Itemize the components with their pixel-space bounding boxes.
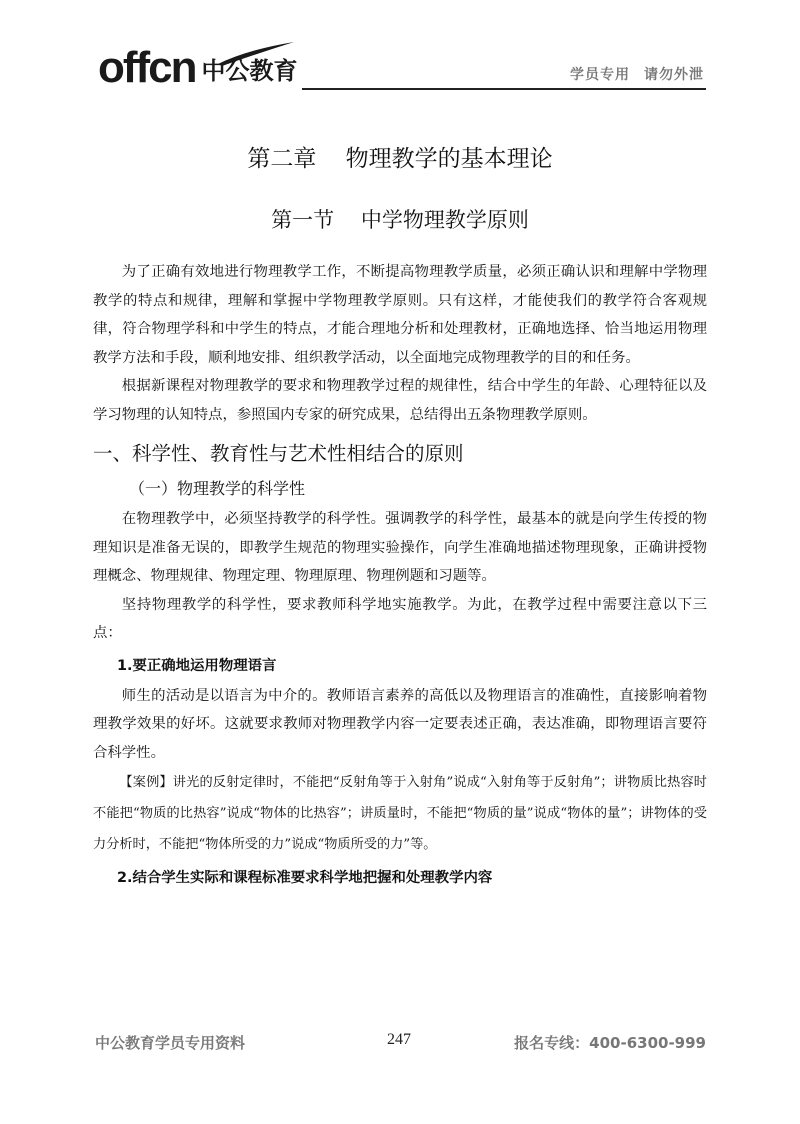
paragraph-three-points: 坚持物理教学的科学性，要求教师科学地实施教学。为此，在教学过程中需要注意以下三点： xyxy=(93,596,707,641)
paragraph-intro: 为了正确有效地进行物理教学工作，不断提高物理教学质量，必须正确认识和理解中学物理教学的特点和规律，理解和掌握中学物理教学原则。只有这样，才能使我们的教学符合客观规律，符合物理学科和中学生的特点，才能合理地分析和处理教材，正确地选择、恰当地运用物理教学方法和手段，顺利地安排、组织教学活动，以全面地完成物理教学的目的和任务。 xyxy=(93,264,707,366)
header-divider xyxy=(302,88,706,90)
paragraph-scientific: 在物理教学中，必须坚持教学的科学性。强调教学的科学性，最基本的就是向学生传授的物理知识是准备无误的，即教学生规范的物理实验操作，向学生准确地描述物理现象，正确讲授物理概念、物理规律、物理定理、物理原理、物理例题和习题等。 xyxy=(93,511,707,584)
point-one-text: 师生的活动是以语言为中介的。教师语言素养的高低以及物理语言的准确性，直接影响着物理教学效果的好坏。这就要求教师对物理教学内容一定要表述正确，表达准确，即物理语言要符合科学性。 xyxy=(93,687,707,761)
subheading-scientific: （一）物理教学的科学性 xyxy=(129,479,306,498)
footer-hotline: 报名专线：400-6300-999 xyxy=(514,1034,706,1052)
document-body xyxy=(93,258,707,894)
header-note-students-only: 学员专用 xyxy=(570,67,630,83)
header-confidential-note xyxy=(570,64,704,84)
paragraph-principles-summary: 根据新课程对物理教学的要求和物理教学过程的规律性，结合中学生的年龄、心理特征以及学习物理的认知特点，参照国内专家的研究成果，总结得出五条物理教学原则。 xyxy=(93,378,707,423)
point-two-title: 2.结合学生实际和课程标准要求科学地把握和处理教学内容 xyxy=(117,870,493,886)
logo-latin-text: offcn xyxy=(98,43,196,92)
page-number: 247 xyxy=(387,1031,411,1048)
offcn-logo xyxy=(98,40,298,90)
heading-principle-one: 一、科学性、教育性与艺术性相结合的原则 xyxy=(93,442,464,465)
chapter-title: 第二章 物理教学的基本理论 xyxy=(247,146,553,172)
footer-material-note: 中公教育学员专用资料 xyxy=(95,1034,246,1052)
logo-swoosh-icon xyxy=(216,40,296,66)
section-title: 第一节 中学物理教学原则 xyxy=(271,208,529,232)
case-example: 【案例】讲光的反射定律时，不能把“反射角等于入射角”说成“入射角等于反射角”；讲物质比热容时不能把“物质的比热容”说成“物体的比热容”；讲质量时，不能把“物质的量”说成“物体的量”；讲物体的受力分析时，不能把“物体所受的力”说成“物质所受的力”等。 xyxy=(93,775,707,852)
logo-cn-text: 中公教育 xyxy=(201,57,298,85)
header-note-do-not-leak: 请勿外泄 xyxy=(644,67,704,83)
point-one-title: 1.要正确地运用物理语言 xyxy=(117,657,277,674)
